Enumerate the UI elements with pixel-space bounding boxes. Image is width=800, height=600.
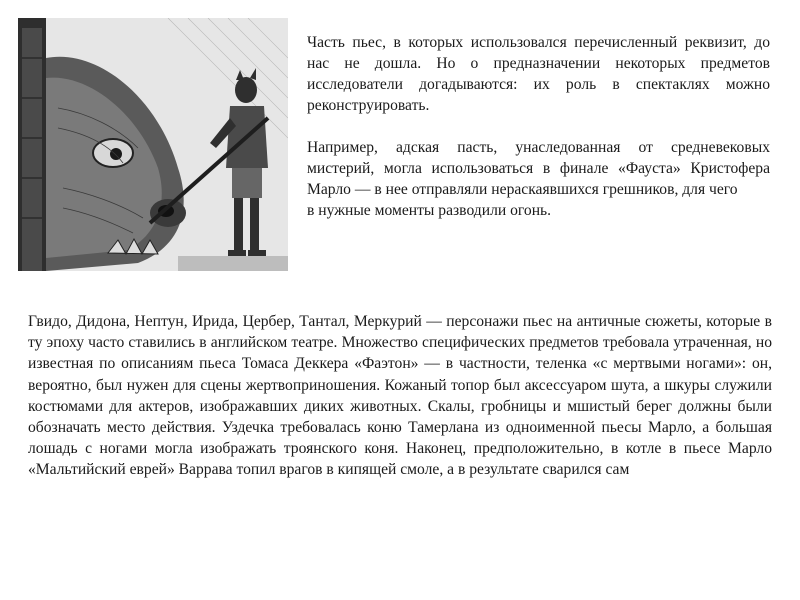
side-paragraph-2-main: Например, адская пасть, унаследованная от средневековых мистерий, могла использоваться в финале «Фауста» Кристофера Марло — в нее отправляли нераскаявшихся грешников, для чего [307,139,770,198]
side-paragraph-1: Часть пьес, в которых использовался перечисленный реквизит, до нас не дошла. Но о предназначении некоторых предметов исследователи догадываются: их роль в спектаклях можно реконструировать. [307,34,770,114]
hell-mouth-illustration [18,18,288,271]
side-paragraph-2 [307,137,770,221]
side-paragraph-2-last-line: в нужные моменты разводили огонь. [307,202,552,219]
side-text-block [307,32,770,221]
hell-mouth-engraving [18,18,288,271]
main-text-paragraph: Гвидо, Дидона, Нептун, Ирида, Цербер, Тантал, Меркурий — персонажи пьес на античные сюжеты, которые в ту эпоху часто ставились в английском театре. Множество специфических предметов требовала утраченная, но известная по описаниям пьеса Томаса Деккера «Фаэтон» — в частности, теленка «с мертвыми ногами»: он, вероятно, был нужен для сцены жертвоприношения. Кожаный топор был аксессуаром шута, а шкуры служили костюмами для актеров, изображавших диких животных. Скалы, гробницы и мшистый берег должны были обозначать место действия. Уздечка требовалась коню Тамерлана из одноименной пьесы Марло, а большая лошадь с ногами могла изображать троянского коня. Наконец, предположительно, в котле в пьесе Марло «Мальтийский еврей» Варрава топил врагов в кипящей смоле, а в результате сварился сам [28,313,772,479]
